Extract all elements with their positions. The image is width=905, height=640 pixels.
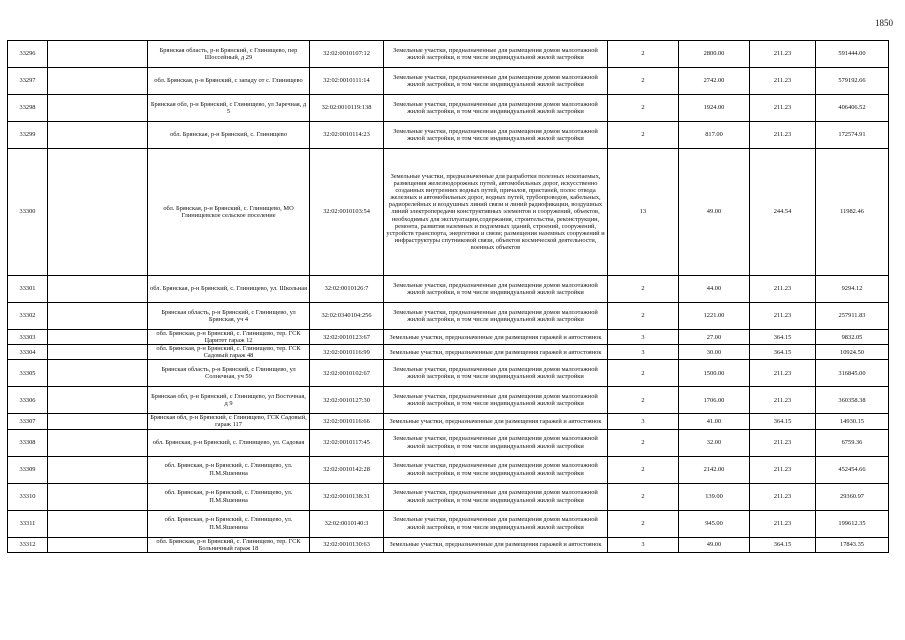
table-row [8,330,889,345]
cadastral-number-cell: 32:02:0010123:67 [310,330,384,345]
table-row [8,360,889,387]
table-row [8,429,889,456]
address-cell: Брянская область, р-н Брянский, с Глинищево, ул Брянская, уч 4 [148,303,310,330]
cadastral-number-cell: 32:02:0010111:14 [310,68,384,95]
address-cell: Брянская обл, р-н Брянский, с Глинищево, ул Заречная, д 5 [148,95,310,122]
table-row [8,303,889,330]
use-group-cell: 2 [608,276,679,303]
blank-cell [48,360,148,387]
area-cell: 139.00 [679,483,750,510]
cadastral-number-cell: 32:02:0010126:7 [310,276,384,303]
specific-value-cell: 211.23 [750,41,816,68]
area-cell: 44.00 [679,276,750,303]
cadastral-value-cell: 316845.00 [816,360,889,387]
land-use-cell: Земельные участки, предназначенные для размещения гаражей и автостоянок [384,414,608,429]
row-number: 33311 [8,510,48,537]
blank-cell [48,122,148,149]
table-row [8,68,889,95]
cadastral-number-cell: 32:02:0010117:45 [310,429,384,456]
use-group-cell: 2 [608,387,679,414]
cadastral-number-cell: 32:02:0010114:23 [310,122,384,149]
address-cell: обл. Брянская, р-н Брянский, с западу от с. Глинищево [148,68,310,95]
cadastral-value-cell: 11982.46 [816,149,889,276]
area-cell: 49.00 [679,149,750,276]
address-cell: обл. Брянская, р-н Брянский, с. Глинищево [148,122,310,149]
land-use-cell: Земельные участки, предназначенные для размещения домов малоэтажной жилой застройки, в том числе индивидуальной жилой застройки [384,429,608,456]
address-cell: обл. Брянская, р-н Брянский, с. Глинищево, ул. П.М.Яшенина [148,510,310,537]
cadastral-number-cell: 32:02:0010103:54 [310,149,384,276]
blank-cell [48,95,148,122]
cadastral-number-cell: 32:02:0010127:30 [310,387,384,414]
specific-value-cell: 211.23 [750,276,816,303]
table-row [8,483,889,510]
land-use-cell: Земельные участки, предназначенные для размещения домов малоэтажной жилой застройки, в том числе индивидуальной жилой застройки [384,483,608,510]
row-number: 33308 [8,429,48,456]
land-use-cell: Земельные участки, предназначенные для размещения домов малоэтажной жилой застройки, в том числе индивидуальной жилой застройки [384,456,608,483]
address-cell: Брянская область, р-н Брянский, с Глинищево, пер Шоссейный, д 29 [148,41,310,68]
row-number: 33301 [8,276,48,303]
specific-value-cell: 211.23 [750,510,816,537]
row-number: 33306 [8,387,48,414]
cadastral-number-cell: 32:02:0010142:28 [310,456,384,483]
land-use-cell: Земельные участки, предназначенные для размещения гаражей и автостоянок [384,537,608,552]
cadastral-number-cell: 32:02:0010116:99 [310,345,384,360]
cadastral-number-cell: 32:02:0010102:67 [310,360,384,387]
use-group-cell: 2 [608,122,679,149]
specific-value-cell: 244.54 [750,149,816,276]
area-cell: 1500.00 [679,360,750,387]
cadastral-number-cell: 32:02:0010107:12 [310,41,384,68]
use-group-cell: 2 [608,429,679,456]
use-group-cell: 3 [608,414,679,429]
specific-value-cell: 211.23 [750,483,816,510]
cadastral-number-cell: 32:02:0010119:138 [310,95,384,122]
table-row [8,345,889,360]
row-number: 33303 [8,330,48,345]
address-cell: обл. Брянская, р-н Брянский, с. Глинищево, ул. Садовая [148,429,310,456]
table-body [8,41,889,553]
address-cell: Брянская область, р-н Брянский, с Глинищево, ул Солнечная, уч 59 [148,360,310,387]
area-cell: 2142.00 [679,456,750,483]
table-row [8,387,889,414]
use-group-cell: 2 [608,483,679,510]
blank-cell [48,276,148,303]
cadastral-value-cell: 452454.66 [816,456,889,483]
cadastral-value-cell: 199612.35 [816,510,889,537]
blank-cell [48,41,148,68]
cadastral-number-cell: 32:02:0340104:256 [310,303,384,330]
land-use-cell: Земельные участки, предназначенные для разработки полезных ископаемых, размещения железнодорожных путей, автомобильных дорог, искусственно созданных внутренних водных путей, причалов, пристаней, полос отвода железных и автомобильных дорог, водных путей, трубопроводов, кабельных, радиорелейных и воздушных линий связи и линий радиофикации, воздушных линий электропередачи конструктивных элементов и сооружений, объектов, необходимых для эксплуатации,содержания, строительства, реконструкции, ремонта, развития наземных и подземных зданий, строений, сооружений, устройств транспорта, энергетики и связи; размещения наземных сооружений и инфраструктуры спутниковой связи, объектов космической деятельности, военных объектов [384,149,608,276]
land-use-cell: Земельные участки, предназначенные для размещения домов малоэтажной жилой застройки, в том числе индивидуальной жилой застройки [384,95,608,122]
row-number: 33296 [8,41,48,68]
specific-value-cell: 211.23 [750,68,816,95]
row-number: 33298 [8,95,48,122]
address-cell: Брянская обл, р-н Брянский, с Глинищево, ул Восточная, д 9 [148,387,310,414]
blank-cell [48,429,148,456]
area-cell: 41.00 [679,414,750,429]
cadastral-number-cell: 32:02:0010138:31 [310,483,384,510]
cadastral-value-cell: 172574.91 [816,122,889,149]
cadastral-value-cell: 579192.66 [816,68,889,95]
use-group-cell: 3 [608,537,679,552]
row-number: 33307 [8,414,48,429]
blank-cell [48,345,148,360]
specific-value-cell: 211.23 [750,429,816,456]
table-row [8,276,889,303]
row-number: 33299 [8,122,48,149]
land-use-cell: Земельные участки, предназначенные для размещения гаражей и автостоянок [384,345,608,360]
blank-cell [48,149,148,276]
specific-value-cell: 211.23 [750,387,816,414]
address-cell: обл. Брянская, р-н Брянский, с. Глинищево, ул. П.М.Яшенина [148,483,310,510]
table-row [8,41,889,68]
cadastral-value-cell: 406406.52 [816,95,889,122]
cadastral-value-table [7,40,889,553]
address-cell: обл. Брянская, р-н Брянский, с. Глинищево, тер. ГСК Больничный гараж 18 [148,537,310,552]
specific-value-cell: 211.23 [750,122,816,149]
use-group-cell: 2 [608,510,679,537]
area-cell: 2742.00 [679,68,750,95]
page-number: 1850 [875,18,893,28]
land-use-cell: Земельные участки, предназначенные для размещения домов малоэтажной жилой застройки, в том числе индивидуальной жилой застройки [384,122,608,149]
specific-value-cell: 364.15 [750,414,816,429]
specific-value-cell: 211.23 [750,456,816,483]
address-cell: обл. Брянская, р-н Брянский, с. Глинищево, ул. Школьная [148,276,310,303]
cadastral-number-cell: 32:02:0010116:66 [310,414,384,429]
use-group-cell: 13 [608,149,679,276]
use-group-cell: 3 [608,345,679,360]
land-use-cell: Земельные участки, предназначенные для размещения домов малоэтажной жилой застройки, в том числе индивидуальной жилой застройки [384,41,608,68]
cadastral-value-cell: 10924.50 [816,345,889,360]
area-cell: 817.00 [679,122,750,149]
row-number: 33297 [8,68,48,95]
area-cell: 1924.00 [679,95,750,122]
row-number: 33312 [8,537,48,552]
cadastral-value-cell: 591444.00 [816,41,889,68]
cadastral-value-cell: 14930.15 [816,414,889,429]
address-cell: обл. Брянская, р-н Брянский, с. Глинищево, тер. ГСК Царитет гараж 12 [148,330,310,345]
table-row [8,122,889,149]
table-row [8,456,889,483]
blank-cell [48,414,148,429]
area-cell: 1706.00 [679,387,750,414]
blank-cell [48,68,148,95]
address-cell: обл. Брянская, р-н Брянский, с. Глинищево, МО Глинищевское сельское поселение [148,149,310,276]
row-number: 33305 [8,360,48,387]
cadastral-number-cell: 32:02:0010130:63 [310,537,384,552]
cadastral-value-cell: 360358.38 [816,387,889,414]
blank-cell [48,387,148,414]
cadastral-value-cell: 9294.12 [816,276,889,303]
specific-value-cell: 211.23 [750,95,816,122]
blank-cell [48,330,148,345]
cadastral-value-cell: 257911.83 [816,303,889,330]
table-row [8,95,889,122]
cadastral-value-cell: 29360.97 [816,483,889,510]
row-number: 33304 [8,345,48,360]
land-use-cell: Земельные участки, предназначенные для размещения домов малоэтажной жилой застройки, в том числе индивидуальной жилой застройки [384,510,608,537]
blank-cell [48,510,148,537]
cadastral-value-cell: 9832.05 [816,330,889,345]
row-number: 33302 [8,303,48,330]
blank-cell [48,456,148,483]
area-cell: 945.00 [679,510,750,537]
land-use-cell: Земельные участки, предназначенные для размещения домов малоэтажной жилой застройки, в том числе индивидуальной жилой застройки [384,387,608,414]
address-cell: обл. Брянская, р-н Брянский, с. Глинищево, ул. П.М.Яшенина [148,456,310,483]
use-group-cell: 2 [608,41,679,68]
table-row [8,510,889,537]
area-cell: 2800.00 [679,41,750,68]
specific-value-cell: 364.15 [750,330,816,345]
area-cell: 1221.00 [679,303,750,330]
use-group-cell: 3 [608,330,679,345]
cadastral-value-cell: 6759.36 [816,429,889,456]
use-group-cell: 2 [608,68,679,95]
table-row [8,149,889,276]
use-group-cell: 2 [608,360,679,387]
row-number: 33310 [8,483,48,510]
blank-cell [48,483,148,510]
specific-value-cell: 211.23 [750,303,816,330]
row-number: 33309 [8,456,48,483]
land-use-cell: Земельные участки, предназначенные для размещения домов малоэтажной жилой застройки, в том числе индивидуальной жилой застройки [384,68,608,95]
land-use-cell: Земельные участки, предназначенные для размещения гаражей и автостоянок [384,330,608,345]
land-use-cell: Земельные участки, предназначенные для размещения домов малоэтажной жилой застройки, в том числе индивидуальной жилой застройки [384,360,608,387]
use-group-cell: 2 [608,303,679,330]
area-cell: 30.00 [679,345,750,360]
specific-value-cell: 211.23 [750,360,816,387]
area-cell: 32.00 [679,429,750,456]
address-cell: Брянская обл, р-н Брянский, с Глинищево, ГСК Садовый, гараж 117 [148,414,310,429]
blank-cell [48,303,148,330]
table-row [8,537,889,552]
area-cell: 49.00 [679,537,750,552]
address-cell: обл. Брянская, р-н Брянский, с. Глинищево, тер. ГСК Садовый гараж 48 [148,345,310,360]
row-number: 33300 [8,149,48,276]
area-cell: 27.00 [679,330,750,345]
cadastral-value-cell: 17843.35 [816,537,889,552]
use-group-cell: 2 [608,95,679,122]
table-row [8,414,889,429]
cadastral-number-cell: 32:02:0010140:3 [310,510,384,537]
land-use-cell: Земельные участки, предназначенные для размещения домов малоэтажной жилой застройки, в том числе индивидуальной жилой застройки [384,303,608,330]
specific-value-cell: 364.15 [750,345,816,360]
use-group-cell: 2 [608,456,679,483]
specific-value-cell: 364.15 [750,537,816,552]
land-use-cell: Земельные участки, предназначенные для размещения домов малоэтажной жилой застройки, в том числе индивидуальной жилой застройки [384,276,608,303]
blank-cell [48,537,148,552]
